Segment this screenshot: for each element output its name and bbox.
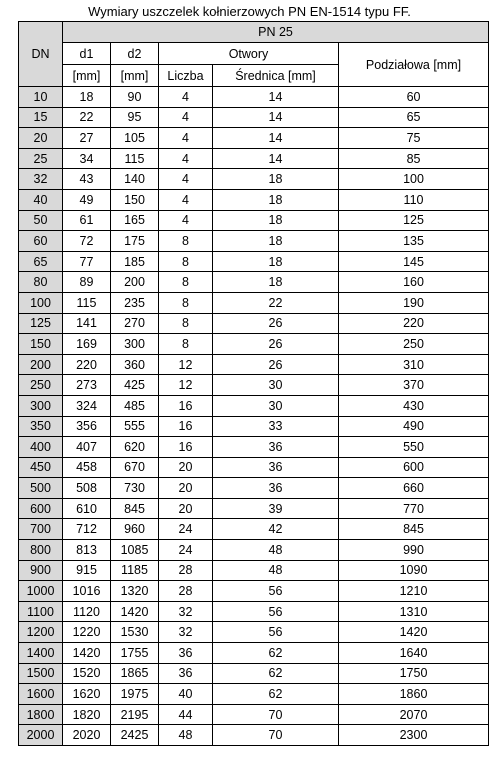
cell-d2: 185 [111, 251, 159, 272]
cell-d1: 273 [63, 375, 111, 396]
cell-liczba: 16 [159, 437, 213, 458]
cell-liczba: 20 [159, 498, 213, 519]
cell-d2: 90 [111, 87, 159, 108]
cell-d2: 845 [111, 498, 159, 519]
cell-d2: 360 [111, 354, 159, 375]
cell-d2: 200 [111, 272, 159, 293]
cell-liczba: 8 [159, 313, 213, 334]
header-dn: DN [19, 22, 63, 87]
cell-liczba: 20 [159, 457, 213, 478]
cell-d2: 425 [111, 375, 159, 396]
table-row [19, 231, 489, 252]
cell-liczba: 4 [159, 87, 213, 108]
cell-d2: 960 [111, 519, 159, 540]
cell-liczba: 24 [159, 519, 213, 540]
cell-d1: 813 [63, 540, 111, 561]
header-d2: d2 [111, 43, 159, 65]
cell-dn: 150 [19, 334, 63, 355]
cell-srednica: 26 [213, 354, 339, 375]
cell-liczba: 16 [159, 395, 213, 416]
cell-srednica: 48 [213, 560, 339, 581]
cell-d1: 1420 [63, 643, 111, 664]
cell-liczba: 32 [159, 601, 213, 622]
table-row [19, 272, 489, 293]
cell-srednica: 56 [213, 581, 339, 602]
table-row [19, 601, 489, 622]
cell-podzialowa: 490 [339, 416, 489, 437]
table-row [19, 210, 489, 231]
cell-podzialowa: 660 [339, 478, 489, 499]
cell-liczba: 8 [159, 251, 213, 272]
cell-dn: 10 [19, 87, 63, 108]
cell-dn: 700 [19, 519, 63, 540]
cell-d1: 77 [63, 251, 111, 272]
cell-liczba: 4 [159, 148, 213, 169]
table-row [19, 395, 489, 416]
header-otwory: Otwory [159, 43, 339, 65]
cell-liczba: 24 [159, 540, 213, 561]
cell-podzialowa: 845 [339, 519, 489, 540]
cell-d2: 2195 [111, 704, 159, 725]
cell-podzialowa: 125 [339, 210, 489, 231]
cell-dn: 400 [19, 437, 63, 458]
cell-d2: 620 [111, 437, 159, 458]
cell-podzialowa: 75 [339, 128, 489, 149]
cell-d1: 22 [63, 107, 111, 128]
cell-srednica: 62 [213, 643, 339, 664]
cell-d2: 95 [111, 107, 159, 128]
cell-dn: 450 [19, 457, 63, 478]
table-title: Wymiary uszczelek kołnierzowych PN EN-1514 typu FF. [88, 4, 411, 19]
cell-srednica: 36 [213, 478, 339, 499]
cell-srednica: 70 [213, 704, 339, 725]
table-row [19, 148, 489, 169]
cell-d2: 140 [111, 169, 159, 190]
table-row [19, 107, 489, 128]
cell-dn: 600 [19, 498, 63, 519]
header-srednica: Średnica [mm] [213, 65, 339, 87]
cell-d2: 105 [111, 128, 159, 149]
table-row [19, 560, 489, 581]
cell-liczba: 20 [159, 478, 213, 499]
cell-podzialowa: 1310 [339, 601, 489, 622]
cell-podzialowa: 190 [339, 292, 489, 313]
table-row [19, 704, 489, 725]
cell-dn: 15 [19, 107, 63, 128]
cell-d2: 1085 [111, 540, 159, 561]
cell-dn: 60 [19, 231, 63, 252]
table-row [19, 189, 489, 210]
table-row [19, 478, 489, 499]
cell-d1: 141 [63, 313, 111, 334]
cell-srednica: 56 [213, 622, 339, 643]
cell-dn: 1200 [19, 622, 63, 643]
header-liczba: Liczba [159, 65, 213, 87]
cell-liczba: 32 [159, 622, 213, 643]
cell-podzialowa: 370 [339, 375, 489, 396]
header-pn: PN 25 [63, 22, 489, 43]
cell-podzialowa: 550 [339, 437, 489, 458]
cell-podzialowa: 430 [339, 395, 489, 416]
cell-podzialowa: 145 [339, 251, 489, 272]
cell-podzialowa: 60 [339, 87, 489, 108]
cell-liczba: 8 [159, 292, 213, 313]
cell-liczba: 16 [159, 416, 213, 437]
cell-dn: 250 [19, 375, 63, 396]
cell-d1: 407 [63, 437, 111, 458]
cell-podzialowa: 1640 [339, 643, 489, 664]
cell-d1: 1820 [63, 704, 111, 725]
cell-srednica: 48 [213, 540, 339, 561]
cell-d2: 235 [111, 292, 159, 313]
cell-d1: 356 [63, 416, 111, 437]
cell-dn: 1600 [19, 684, 63, 705]
cell-d2: 150 [111, 189, 159, 210]
cell-podzialowa: 1210 [339, 581, 489, 602]
cell-d2: 300 [111, 334, 159, 355]
cell-d2: 670 [111, 457, 159, 478]
cell-liczba: 36 [159, 643, 213, 664]
header-d2-unit: [mm] [111, 65, 159, 87]
table-row [19, 437, 489, 458]
table-row [19, 375, 489, 396]
cell-d2: 1185 [111, 560, 159, 581]
cell-d2: 485 [111, 395, 159, 416]
cell-podzialowa: 600 [339, 457, 489, 478]
cell-liczba: 28 [159, 560, 213, 581]
cell-podzialowa: 160 [339, 272, 489, 293]
cell-liczba: 4 [159, 169, 213, 190]
cell-srednica: 30 [213, 375, 339, 396]
cell-dn: 32 [19, 169, 63, 190]
cell-dn: 1000 [19, 581, 63, 602]
cell-dn: 900 [19, 560, 63, 581]
cell-dn: 1500 [19, 663, 63, 684]
cell-liczba: 4 [159, 210, 213, 231]
cell-d2: 730 [111, 478, 159, 499]
table-row [19, 251, 489, 272]
cell-d1: 1016 [63, 581, 111, 602]
cell-d1: 1120 [63, 601, 111, 622]
cell-d2: 1530 [111, 622, 159, 643]
cell-podzialowa: 135 [339, 231, 489, 252]
cell-srednica: 33 [213, 416, 339, 437]
cell-dn: 350 [19, 416, 63, 437]
cell-d2: 1320 [111, 581, 159, 602]
cell-srednica: 14 [213, 87, 339, 108]
cell-d1: 115 [63, 292, 111, 313]
cell-d2: 175 [111, 231, 159, 252]
cell-podzialowa: 310 [339, 354, 489, 375]
cell-liczba: 36 [159, 663, 213, 684]
cell-dn: 80 [19, 272, 63, 293]
table-row [19, 334, 489, 355]
cell-d1: 169 [63, 334, 111, 355]
cell-d1: 34 [63, 148, 111, 169]
table-row [19, 663, 489, 684]
cell-dn: 50 [19, 210, 63, 231]
table-row [19, 519, 489, 540]
cell-liczba: 40 [159, 684, 213, 705]
cell-dn: 25 [19, 148, 63, 169]
table-row [19, 540, 489, 561]
cell-liczba: 4 [159, 128, 213, 149]
cell-podzialowa: 110 [339, 189, 489, 210]
cell-liczba: 8 [159, 334, 213, 355]
cell-srednica: 36 [213, 457, 339, 478]
cell-podzialowa: 1860 [339, 684, 489, 705]
cell-podzialowa: 770 [339, 498, 489, 519]
cell-d1: 18 [63, 87, 111, 108]
cell-d2: 165 [111, 210, 159, 231]
cell-srednica: 39 [213, 498, 339, 519]
cell-dn: 100 [19, 292, 63, 313]
cell-srednica: 18 [213, 251, 339, 272]
table-row [19, 643, 489, 664]
table-row [19, 498, 489, 519]
cell-dn: 1400 [19, 643, 63, 664]
table-row [19, 684, 489, 705]
cell-d1: 458 [63, 457, 111, 478]
cell-d2: 1420 [111, 601, 159, 622]
cell-podzialowa: 2070 [339, 704, 489, 725]
cell-d1: 1520 [63, 663, 111, 684]
cell-srednica: 18 [213, 189, 339, 210]
cell-dn: 200 [19, 354, 63, 375]
cell-liczba: 4 [159, 189, 213, 210]
cell-srednica: 56 [213, 601, 339, 622]
cell-liczba: 28 [159, 581, 213, 602]
cell-srednica: 26 [213, 313, 339, 334]
cell-dn: 500 [19, 478, 63, 499]
cell-srednica: 18 [213, 210, 339, 231]
cell-liczba: 8 [159, 231, 213, 252]
cell-d1: 89 [63, 272, 111, 293]
cell-dn: 800 [19, 540, 63, 561]
table-row [19, 128, 489, 149]
cell-srednica: 18 [213, 169, 339, 190]
cell-d2: 1755 [111, 643, 159, 664]
cell-d1: 915 [63, 560, 111, 581]
cell-d2: 115 [111, 148, 159, 169]
cell-d2: 1865 [111, 663, 159, 684]
cell-d1: 2020 [63, 725, 111, 746]
cell-dn: 300 [19, 395, 63, 416]
cell-podzialowa: 250 [339, 334, 489, 355]
cell-podzialowa: 2300 [339, 725, 489, 746]
cell-podzialowa: 85 [339, 148, 489, 169]
cell-d1: 49 [63, 189, 111, 210]
cell-d1: 72 [63, 231, 111, 252]
table-row [19, 581, 489, 602]
cell-podzialowa: 100 [339, 169, 489, 190]
cell-dn: 125 [19, 313, 63, 334]
cell-srednica: 36 [213, 437, 339, 458]
cell-srednica: 62 [213, 663, 339, 684]
cell-d1: 610 [63, 498, 111, 519]
cell-podzialowa: 1750 [339, 663, 489, 684]
cell-d1: 1220 [63, 622, 111, 643]
table-row [19, 622, 489, 643]
table-row [19, 169, 489, 190]
cell-d2: 2425 [111, 725, 159, 746]
cell-srednica: 70 [213, 725, 339, 746]
cell-srednica: 14 [213, 148, 339, 169]
cell-podzialowa: 1090 [339, 560, 489, 581]
cell-dn: 40 [19, 189, 63, 210]
table-row [19, 725, 489, 746]
table-body [19, 87, 489, 746]
cell-srednica: 26 [213, 334, 339, 355]
cell-d1: 508 [63, 478, 111, 499]
cell-dn: 1800 [19, 704, 63, 725]
table-row [19, 87, 489, 108]
cell-srednica: 14 [213, 128, 339, 149]
cell-d1: 324 [63, 395, 111, 416]
cell-liczba: 12 [159, 375, 213, 396]
cell-liczba: 44 [159, 704, 213, 725]
cell-d1: 43 [63, 169, 111, 190]
cell-d1: 1620 [63, 684, 111, 705]
cell-srednica: 18 [213, 231, 339, 252]
gasket-dimensions-table [18, 21, 489, 746]
cell-podzialowa: 990 [339, 540, 489, 561]
table-row [19, 416, 489, 437]
cell-liczba: 4 [159, 107, 213, 128]
table-row [19, 313, 489, 334]
cell-srednica: 22 [213, 292, 339, 313]
cell-podzialowa: 1420 [339, 622, 489, 643]
cell-podzialowa: 220 [339, 313, 489, 334]
cell-d1: 712 [63, 519, 111, 540]
table-row [19, 457, 489, 478]
table-row [19, 292, 489, 313]
header-podzialowa: Podziałowa [mm] [339, 43, 489, 87]
cell-srednica: 62 [213, 684, 339, 705]
cell-d1: 61 [63, 210, 111, 231]
cell-dn: 20 [19, 128, 63, 149]
cell-srednica: 42 [213, 519, 339, 540]
cell-d1: 220 [63, 354, 111, 375]
cell-liczba: 48 [159, 725, 213, 746]
cell-liczba: 8 [159, 272, 213, 293]
table-row [19, 354, 489, 375]
cell-d2: 555 [111, 416, 159, 437]
cell-dn: 1100 [19, 601, 63, 622]
cell-srednica: 30 [213, 395, 339, 416]
cell-d1: 27 [63, 128, 111, 149]
cell-srednica: 14 [213, 107, 339, 128]
cell-liczba: 12 [159, 354, 213, 375]
cell-srednica: 18 [213, 272, 339, 293]
cell-d2: 270 [111, 313, 159, 334]
cell-podzialowa: 65 [339, 107, 489, 128]
cell-dn: 2000 [19, 725, 63, 746]
cell-dn: 65 [19, 251, 63, 272]
cell-d2: 1975 [111, 684, 159, 705]
header-d1-unit: [mm] [63, 65, 111, 87]
header-d1: d1 [63, 43, 111, 65]
